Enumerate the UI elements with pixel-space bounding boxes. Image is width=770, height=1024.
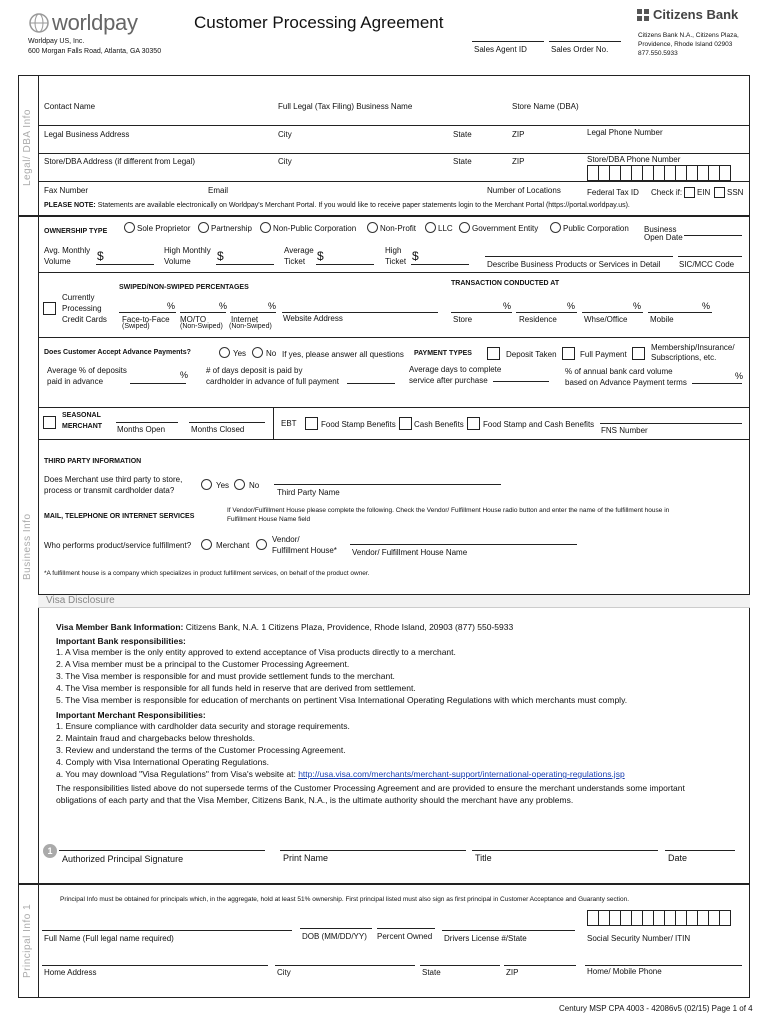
auth-signature-label: Authorized Principal Signature bbox=[62, 854, 184, 864]
high-volume-dollar: $ bbox=[217, 249, 224, 263]
visa-member-info bbox=[56, 622, 513, 633]
principal-city-label: City bbox=[277, 968, 291, 977]
if-vendor-text-1: If Vendor/Fulfillment House please complete the following. Check the Vendor/ Fulfillment House radio button and enter the name of the fulfillment house in bbox=[227, 507, 670, 514]
food-stamp-label: Food Stamp Benefits bbox=[321, 420, 396, 429]
visa-closing-2: obligations of each party and that the Visa Member, Citizens Bank, N.A., is the ultimate authority should the merchant have any problems. bbox=[56, 795, 574, 805]
bank-address-2: Providence, Rhode Island 02903 bbox=[638, 41, 733, 48]
radio-sole-proprietor[interactable] bbox=[124, 222, 135, 233]
ftf-line[interactable] bbox=[119, 312, 176, 313]
food-stamp-checkbox[interactable] bbox=[305, 417, 318, 430]
advance-yes-radio[interactable] bbox=[219, 347, 230, 358]
sales-order-label: Sales Order No. bbox=[551, 45, 609, 54]
radio-partnership[interactable] bbox=[198, 222, 209, 233]
fns-label: FNS Number bbox=[601, 426, 648, 435]
internet-label-1: Internet bbox=[231, 315, 259, 324]
ftf-label-2: (Swiped) bbox=[122, 323, 150, 330]
merchant-resp-title: Important Merchant Responsibilities: bbox=[56, 710, 206, 720]
merchant-resp-3: 3. Review and understand the terms of the Customer Processing Agreement. bbox=[56, 745, 346, 755]
opt-government: Government Entity bbox=[472, 224, 539, 233]
visa-member-label: Visa Member Bank Information: bbox=[56, 622, 184, 632]
federal-tax-id-boxes[interactable] bbox=[587, 165, 730, 181]
state-label: State bbox=[453, 130, 472, 139]
fulfillment-merchant-label: Merchant bbox=[216, 541, 250, 550]
title-label: Title bbox=[475, 853, 492, 863]
please-note bbox=[44, 202, 630, 210]
home-address-line[interactable] bbox=[42, 965, 268, 966]
bank-address-1: Citizens Bank N.A., Citizens Plaza, bbox=[638, 32, 739, 39]
contact-name-label: Contact Name bbox=[44, 102, 96, 111]
seasonal-label-2: MERCHANT bbox=[62, 423, 103, 430]
days-deposit-label-1: # of days deposit is paid by bbox=[206, 366, 303, 375]
avg-volume-label-1: Avg. Monthly bbox=[44, 246, 91, 255]
advance-yes-label: Yes bbox=[233, 349, 247, 358]
merchant-resp-1: 1. Ensure compliance with cardholder data security and storage requirements. bbox=[56, 721, 350, 731]
moto-pct: % bbox=[219, 301, 228, 311]
signature-line[interactable] bbox=[59, 850, 265, 851]
ssn-itin-label: Social Security Number/ ITIN bbox=[587, 934, 691, 943]
signature-badge bbox=[43, 844, 57, 858]
ein-checkbox[interactable] bbox=[684, 187, 695, 198]
ein-label: EIN bbox=[697, 188, 711, 197]
website-label: Website Address bbox=[283, 314, 343, 323]
currently-label-2: Processing bbox=[62, 304, 102, 313]
citizens-bank-logo bbox=[636, 8, 738, 23]
company-name: Worldpay US, Inc. bbox=[28, 38, 85, 45]
worldpay-globe-icon bbox=[28, 12, 50, 34]
high-volume-label-2: Volume bbox=[164, 257, 191, 266]
avg-days-label-1: Average days to complete bbox=[409, 365, 502, 374]
residence-line[interactable] bbox=[516, 312, 577, 313]
ebt-label: EBT bbox=[281, 419, 297, 428]
whse-label: Whse/Office bbox=[584, 315, 628, 324]
full-name-label: Full Name (Full legal name required) bbox=[44, 934, 174, 943]
date-line[interactable] bbox=[665, 850, 735, 851]
full-legal-name-label: Full Legal (Tax Filing) Business Name bbox=[278, 102, 413, 111]
store-name-label: Store Name (DBA) bbox=[512, 102, 579, 111]
if-yes-text: If yes, please answer all questions bbox=[282, 350, 404, 359]
currently-processing-checkbox[interactable] bbox=[43, 302, 56, 315]
avg-deposit-pct: % bbox=[180, 370, 189, 380]
mobile-label: Mobile bbox=[650, 315, 674, 324]
advance-divider bbox=[38, 407, 750, 408]
ssn-boxes[interactable] bbox=[587, 910, 730, 926]
avg-ticket-dollar: $ bbox=[317, 249, 324, 263]
internet-line[interactable] bbox=[230, 312, 276, 313]
legal-divider bbox=[38, 75, 39, 216]
principal-state-line[interactable] bbox=[420, 965, 500, 966]
vendor-name-label: Vendor/ Fulfillment House Name bbox=[352, 548, 468, 557]
merchant-resp-4: 4. Comply with Visa International Operating Regulations. bbox=[56, 757, 269, 767]
document-title: Customer Processing Agreement bbox=[194, 13, 444, 32]
bank-resp-2: 2. A Visa member must be a principal to the Customer Processing Agreement. bbox=[56, 659, 350, 669]
license-label: Drivers License #/State bbox=[444, 934, 527, 943]
annual-volume-label-1: % of annual bank card volume bbox=[565, 367, 673, 376]
principal-divider bbox=[38, 884, 39, 998]
website-line[interactable] bbox=[282, 312, 438, 313]
describe-label: Describe Business Products or Services in Detail bbox=[487, 260, 661, 269]
months-closed-label: Months Closed bbox=[191, 425, 245, 434]
transaction-title: TRANSACTION CONDUCTED AT bbox=[451, 280, 560, 287]
pct-owned-line[interactable] bbox=[377, 928, 435, 929]
legal-frame bbox=[18, 75, 750, 216]
who-performs-label: Who performs product/service fulfillment? bbox=[44, 541, 192, 550]
store-line[interactable] bbox=[451, 312, 512, 313]
months-open-line[interactable] bbox=[116, 422, 178, 423]
annual-volume-pct: % bbox=[735, 371, 744, 381]
avg-volume-line[interactable] bbox=[96, 264, 154, 265]
company-address: 600 Morgan Falls Road, Atlanta, GA 30350 bbox=[28, 48, 162, 55]
membership-label-1: Membership/Insurance/ bbox=[651, 343, 735, 352]
principal-section-label: Principal Info 1 bbox=[22, 903, 33, 978]
city-label: City bbox=[278, 130, 292, 139]
whse-pct: % bbox=[633, 301, 642, 311]
visa-regulations-link[interactable]: http://usa.visa.com/merchants/merchant-support/international-operating-regulations.jsp bbox=[298, 769, 625, 779]
annual-volume-label-2: based on Advance Payment terms bbox=[565, 378, 687, 387]
fulfillment-footnote: *A fulfillment house is a company which specializes in product fulfillment services, on behalf of the product owner. bbox=[44, 570, 370, 577]
pct-owned-label: Percent Owned bbox=[377, 932, 433, 941]
radio-public-corp[interactable] bbox=[550, 222, 561, 233]
opt-non-public-corp: Non-Public Corporation bbox=[273, 224, 357, 233]
cash-benefits-label: Cash Benefits bbox=[414, 420, 464, 429]
legal-section-label: Legal/ DBA Info bbox=[22, 109, 33, 186]
store-phone-label: Store/DBA Phone Number bbox=[587, 155, 681, 164]
seasonal-divider bbox=[38, 439, 750, 440]
avg-days-label-2: service after purchase bbox=[409, 376, 488, 385]
high-volume-line[interactable] bbox=[216, 264, 274, 265]
fulfillment-vendor-label-1: Vendor/ bbox=[272, 535, 300, 544]
deposit-taken-label: Deposit Taken bbox=[506, 350, 557, 359]
ebt-divider bbox=[273, 407, 274, 439]
store-zip-label: ZIP bbox=[512, 157, 525, 166]
currently-label-3: Credit Cards bbox=[62, 315, 107, 324]
citizens-bank-icon bbox=[636, 8, 650, 22]
business-open-date-label-1: Business bbox=[644, 225, 677, 234]
membership-checkbox[interactable] bbox=[632, 347, 645, 360]
radio-non-profit[interactable] bbox=[367, 222, 378, 233]
please-note-text: Statements are available electronically on Worldpay's Merchant Portal. If you would like to receive paper statements login to the Merchant Portal (https://portal.worldpay.us). bbox=[97, 202, 630, 209]
seasonal-checkbox[interactable] bbox=[43, 416, 56, 429]
principal-zip-label: ZIP bbox=[506, 968, 519, 977]
merchant-resp-2: 2. Maintain fraud and chargebacks below thresholds. bbox=[56, 733, 255, 743]
radio-non-public-corp[interactable] bbox=[260, 222, 271, 233]
home-phone-label: Home/ Mobile Phone bbox=[587, 967, 662, 976]
home-phone-line[interactable] bbox=[585, 965, 742, 966]
visa-closing-1: The responsibilities listed above do not supersede terms of the Customer Processing Agreement and are provided to ensure the merchant understands some important bbox=[56, 783, 685, 793]
radio-llc[interactable] bbox=[425, 222, 436, 233]
deposit-taken-checkbox[interactable] bbox=[487, 347, 500, 360]
food-cash-label: Food Stamp and Cash Benefits bbox=[483, 420, 595, 429]
ssn-label: SSN bbox=[727, 188, 744, 197]
sic-label: SIC/MCC Code bbox=[679, 260, 735, 269]
business-divider bbox=[38, 216, 39, 884]
mobile-pct: % bbox=[702, 301, 711, 311]
print-name-label: Print Name bbox=[283, 853, 329, 863]
third-party-name-line[interactable] bbox=[274, 484, 501, 485]
full-name-line[interactable] bbox=[42, 930, 292, 931]
annual-volume-line[interactable] bbox=[692, 383, 742, 384]
check-if-label: Check if: bbox=[651, 188, 683, 197]
fulfillment-merchant-radio[interactable] bbox=[201, 539, 212, 550]
currently-label-1: Currently bbox=[62, 293, 95, 302]
payment-types-label: PAYMENT TYPES bbox=[414, 350, 472, 357]
visa-title: Visa Disclosure bbox=[46, 595, 115, 606]
please-note-label: PLEASE NOTE: bbox=[44, 202, 96, 209]
days-deposit-line[interactable] bbox=[347, 383, 395, 384]
row3-line bbox=[38, 181, 750, 182]
dob-line[interactable] bbox=[300, 928, 372, 929]
full-payment-checkbox[interactable] bbox=[562, 347, 575, 360]
zip-label: ZIP bbox=[512, 130, 525, 139]
avg-ticket-line[interactable] bbox=[316, 264, 374, 265]
high-ticket-dollar: $ bbox=[412, 249, 419, 263]
store-address-label: Store/DBA Address (if different from Legal) bbox=[44, 157, 196, 166]
bank-resp-3: 3. The Visa member is responsible for and must provide settlement funds to the merchant. bbox=[56, 671, 395, 681]
third-party-q-2: process or transmit cardholder data? bbox=[44, 486, 175, 495]
describe-line[interactable] bbox=[485, 256, 673, 257]
store-pct: % bbox=[503, 301, 512, 311]
residence-pct: % bbox=[567, 301, 576, 311]
visa-download bbox=[56, 769, 625, 780]
print-name-line[interactable] bbox=[280, 850, 466, 851]
swiped-title: SWIPED/NON-SWIPED PERCENTAGES bbox=[119, 284, 249, 291]
opt-partnership: Partnership bbox=[211, 224, 252, 233]
third-party-yes-radio[interactable] bbox=[201, 479, 212, 490]
third-party-title: THIRD PARTY INFORMATION bbox=[44, 458, 142, 465]
days-deposit-label-2: cardholder in advance of full payment bbox=[206, 377, 339, 386]
visa-header-band bbox=[38, 594, 750, 608]
opt-sole-proprietor: Sole Proprietor bbox=[137, 224, 191, 233]
months-open-label: Months Open bbox=[117, 425, 166, 434]
legal-phone-label: Legal Phone Number bbox=[587, 128, 663, 137]
avg-volume-dollar: $ bbox=[97, 249, 104, 263]
title-line[interactable] bbox=[472, 850, 658, 851]
email-label: Email bbox=[208, 186, 229, 195]
food-cash-checkbox[interactable] bbox=[467, 417, 480, 430]
sales-order-line[interactable] bbox=[549, 41, 621, 42]
fax-label: Fax Number bbox=[44, 186, 89, 195]
row2-line bbox=[38, 153, 750, 154]
full-payment-label: Full Payment bbox=[580, 350, 627, 359]
open-date-line[interactable] bbox=[684, 235, 742, 236]
opt-public-corp: Public Corporation bbox=[563, 224, 629, 233]
worldpay-logo-text: worldpay bbox=[52, 10, 138, 35]
fed-tax-id-label: Federal Tax ID bbox=[587, 188, 639, 197]
bank-resp-4: 4. The Visa member is responsible for all funds held in reserve that are derived from settlement. bbox=[56, 683, 416, 693]
advance-no-radio[interactable] bbox=[252, 347, 263, 358]
high-volume-label-1: High Monthly bbox=[164, 246, 211, 255]
bank-resp-1: 1. A Visa member is the only entity approved to extend acceptance of Visa products directly to a merchant. bbox=[56, 647, 456, 657]
worldpay-logo bbox=[28, 10, 138, 35]
bank-resp-5: 5. The Visa member is responsible for education of merchants on pertinent Visa International Operating Regulations with which merchants must comply. bbox=[56, 695, 628, 705]
store-city-label: City bbox=[278, 157, 292, 166]
months-closed-line[interactable] bbox=[189, 422, 265, 423]
moto-line[interactable] bbox=[180, 312, 226, 313]
opt-non-profit: Non-Profit bbox=[380, 224, 417, 233]
business-open-date-label-2: Open Date bbox=[644, 233, 683, 242]
signature-badge-number: 1 bbox=[47, 846, 53, 856]
whse-line[interactable] bbox=[582, 312, 643, 313]
third-party-no-radio[interactable] bbox=[234, 479, 245, 490]
legal-address-label: Legal Business Address bbox=[44, 130, 130, 139]
if-vendor-text-2: Fulfillment House Name field bbox=[227, 516, 311, 523]
ftf-label-1: Face-to-Face bbox=[122, 315, 170, 324]
residence-label: Residence bbox=[519, 315, 557, 324]
avg-ticket-label-2: Ticket bbox=[284, 257, 306, 266]
citizens-bank-text: Citizens Bank bbox=[653, 7, 739, 22]
advance-question: Does Customer Accept Advance Payments? bbox=[44, 349, 191, 356]
advance-no-label: No bbox=[266, 349, 277, 358]
footer-text: Century MSP CPA 4003 - 42086v5 (02/15) Page 1 of 4 bbox=[559, 1004, 753, 1013]
internet-pct: % bbox=[268, 301, 277, 311]
row1-line bbox=[38, 125, 750, 126]
high-ticket-label-2: Ticket bbox=[385, 257, 407, 266]
avg-days-line[interactable] bbox=[493, 381, 549, 382]
avg-ticket-label-1: Average bbox=[284, 246, 314, 255]
license-line[interactable] bbox=[442, 930, 575, 931]
volume-divider bbox=[38, 272, 750, 273]
third-party-yes-label: Yes bbox=[216, 481, 230, 490]
opt-llc: LLC bbox=[438, 224, 453, 233]
bank-address-3: 877.550.5933 bbox=[638, 50, 678, 57]
seasonal-label-1: SEASONAL bbox=[62, 412, 101, 419]
high-ticket-label-1: High bbox=[385, 246, 402, 255]
fulfillment-vendor-radio[interactable] bbox=[256, 539, 267, 550]
third-party-no-label: No bbox=[249, 481, 260, 490]
avg-volume-label-2: Volume bbox=[44, 257, 71, 266]
moto-label-1: MO/TO bbox=[180, 315, 207, 324]
radio-government[interactable] bbox=[459, 222, 470, 233]
third-party-q-1: Does Merchant use third party to store, bbox=[44, 475, 183, 484]
avg-deposit-label-1: Average % of deposits bbox=[47, 366, 127, 375]
principal-state-label: State bbox=[422, 968, 441, 977]
store-state-label: State bbox=[453, 157, 472, 166]
internet-label-2: (Non-Swiped) bbox=[229, 323, 272, 330]
date-label: Date bbox=[668, 853, 688, 863]
principal-city-line[interactable] bbox=[275, 965, 415, 966]
membership-label-2: Subscriptions, etc. bbox=[651, 353, 717, 362]
ssn-checkbox[interactable] bbox=[714, 187, 725, 198]
fns-line[interactable] bbox=[600, 423, 742, 424]
mail-telephone-title: MAIL, TELEPHONE OR INTERNET SERVICES bbox=[44, 513, 195, 520]
swiped-divider bbox=[38, 337, 750, 338]
third-party-name-label: Third Party Name bbox=[277, 488, 340, 497]
high-ticket-line[interactable] bbox=[411, 264, 469, 265]
num-locations-label: Number of Locations bbox=[487, 186, 561, 195]
visa-download-text: a. You may download "Visa Regulations" from Visa's website at: bbox=[56, 769, 296, 779]
ftf-pct: % bbox=[167, 301, 176, 311]
bank-resp-title: Important Bank responsibilities: bbox=[56, 636, 186, 646]
business-section-label: Business Info bbox=[22, 513, 33, 580]
home-address-label: Home Address bbox=[44, 968, 97, 977]
avg-deposit-line[interactable] bbox=[130, 383, 186, 384]
sales-agent-label: Sales Agent ID bbox=[474, 45, 527, 54]
moto-label-2: (Non-Swiped) bbox=[180, 323, 223, 330]
principal-zip-line[interactable] bbox=[504, 965, 576, 966]
ownership-label: OWNERSHIP TYPE bbox=[44, 228, 108, 235]
vendor-name-line[interactable] bbox=[350, 544, 577, 545]
fulfillment-vendor-label-2: Fulfillment House* bbox=[272, 546, 337, 555]
principal-note: Principal Info must be obtained for principals which, in the aggregate, hold at least 51% ownership. First principal listed must also sign as first principal in Customer Acceptance and Guaranty section. bbox=[60, 896, 630, 903]
visa-member-text: Citizens Bank, N.A. 1 Citizens Plaza, Providence, Rhode Island, 20903 (877) 550-5933 bbox=[185, 622, 514, 632]
dob-label: DOB (MM/DD/YY) bbox=[302, 932, 367, 941]
cash-benefits-checkbox[interactable] bbox=[399, 417, 412, 430]
sic-line[interactable] bbox=[678, 256, 742, 257]
store-label: Store bbox=[453, 315, 473, 324]
sales-agent-line[interactable] bbox=[472, 41, 544, 42]
mobile-line[interactable] bbox=[648, 312, 712, 313]
avg-deposit-label-2: paid in advance bbox=[47, 377, 104, 386]
